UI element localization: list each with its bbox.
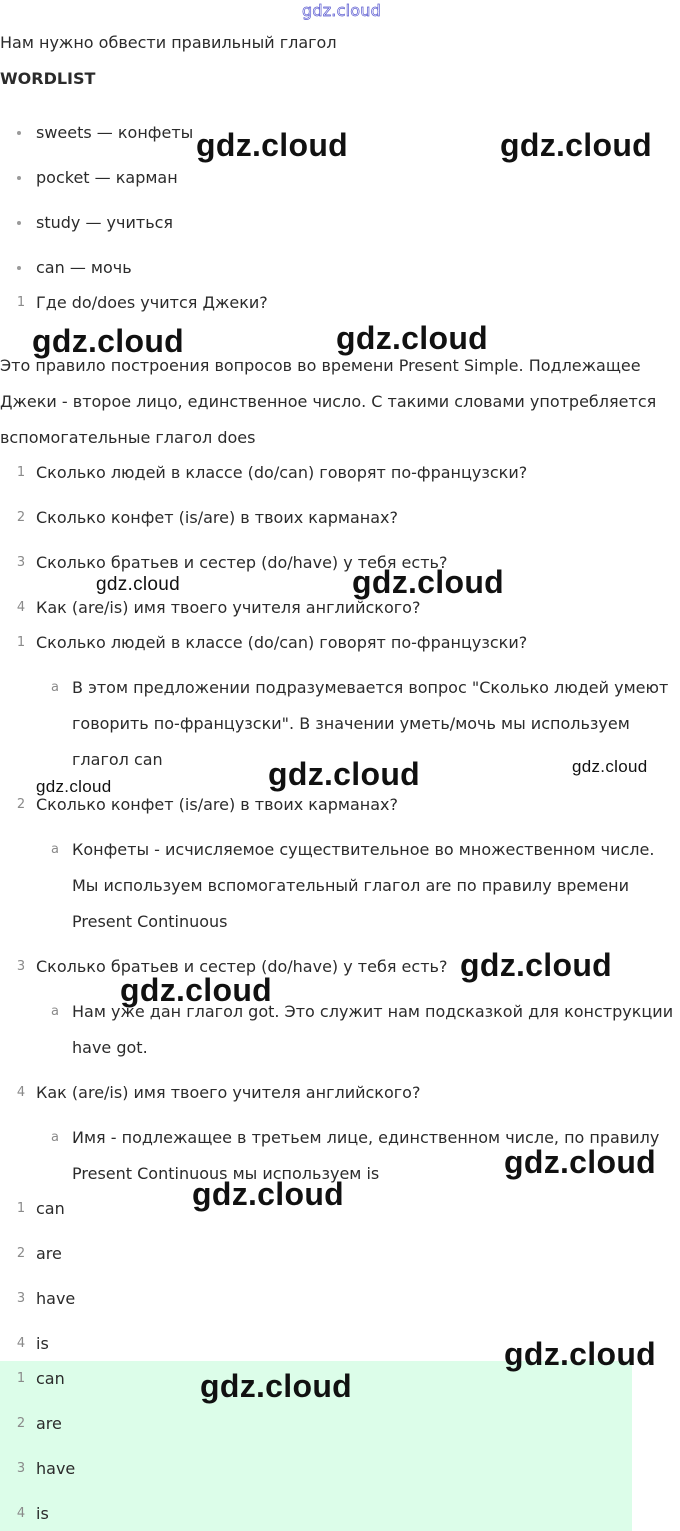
word-entry: pocket — карман [36,168,178,187]
question-text: Сколько братьев и сестер (do/have) у тебя есть? [36,957,448,976]
item-number: 3 [16,1461,26,1476]
watermark: gdz.cloud [200,1368,353,1404]
answer-text: have [36,1289,76,1308]
example-question: Где do/does учится Джеки? [36,293,268,312]
watermark: gdz.cloud [196,127,349,163]
item-number: 3 [16,959,26,974]
sub-letter: a [51,842,59,857]
explanation-line: В этом предложении подразумевается вопрос "Сколько людей умеют [72,678,669,697]
watermark: gdz.cloud [352,564,505,600]
bullet-marker [17,131,21,135]
intro-text: Нам нужно обвести правильный глагол [0,33,337,52]
item-number: 2 [16,1416,26,1431]
watermark: gdz.cloud [32,323,185,359]
question-text: Как (are/is) имя твоего учителя английского? [36,1083,421,1102]
answer-text: is [36,1504,49,1523]
item-number: 1 [16,635,26,650]
item-number: 4 [16,600,26,615]
watermark: gdz.cloud [500,127,653,163]
watermark: gdz.cloud [268,756,421,792]
wordlist-heading: WORDLIST [0,69,96,88]
explanation-line: Present Continuous мы используем is [72,1164,380,1183]
question-text: Сколько братьев и сестер (do/have) у тебя есть? [36,553,448,572]
example-explanation: Джеки - второе лицо, единственное число. С такими словами употребляется [0,392,657,411]
explanation-line: говорить по-французски". В значении уметь/мочь мы используем [72,714,630,733]
answer-text: are [36,1414,62,1433]
watermark: gdz.cloud [336,320,489,356]
item-number: 1 [16,465,26,480]
explanation-line: Мы используем вспомогательный глагол are по правилу времени [72,876,630,895]
item-number: 4 [16,1506,26,1521]
item-number: 2 [16,1246,26,1261]
explanation-line: have got. [72,1038,148,1057]
watermark: gdz.cloud [96,574,181,595]
item-number: 3 [16,555,26,570]
answer-text: have [36,1459,76,1478]
bullet-marker [17,176,21,180]
word-entry: study — учиться [36,213,174,232]
word-entry: can — мочь [36,258,132,277]
explanation-line: Конфеты - исчисляемое существительное во множественном числе. [72,840,655,859]
watermark: gdz.cloud [504,1336,657,1372]
example-explanation: вспомогательные глагол does [0,428,256,447]
explanation-line: глагол can [72,750,163,769]
watermark: gdz.cloud [460,947,613,983]
answer-text: are [36,1244,62,1263]
item-number: 2 [16,797,26,812]
item-number: 3 [16,1291,26,1306]
question-text: Сколько людей в классе (do/can) говорят по-французски? [36,463,528,482]
sub-letter: a [51,1130,59,1145]
answer-text: can [36,1199,65,1218]
answer-text: can [36,1369,65,1388]
watermark: gdz.cloud [120,972,273,1008]
watermark: gdz.cloud [504,1144,657,1180]
item-number: 1 [16,295,26,310]
item-number: 2 [16,510,26,525]
watermark: gdz.cloud [192,1176,345,1212]
word-entry: sweets — конфеты [36,123,194,142]
question-text: Сколько людей в классе (do/can) говорят по-французски? [36,633,528,652]
item-number: 4 [16,1085,26,1100]
item-number: 1 [16,1371,26,1386]
top-watermark: gdz.cloud [302,1,381,20]
question-text: Сколько конфет (is/are) в твоих карманах? [36,795,399,814]
sub-letter: a [51,680,59,695]
example-explanation: Это правило построения вопросов во времени Present Simple. Подлежащее [0,356,641,375]
explanation-line: Имя - подлежащее в третьем лице, единственном числе, по правилу [72,1128,660,1147]
question-text: Сколько конфет (is/are) в твоих карманах? [36,508,399,527]
answer-text: is [36,1334,49,1353]
explanation-line: Present Continuous [72,912,228,931]
watermark: gdz.cloud [572,757,648,776]
item-number: 4 [16,1336,26,1351]
bullet-marker [17,221,21,225]
watermark: gdz.cloud [36,777,112,796]
explanation-line: Нам уже дан глагол got. Это служит нам подсказкой для конструкции [72,1002,674,1021]
sub-letter: a [51,1004,59,1019]
item-number: 1 [16,1201,26,1216]
question-text: Как (are/is) имя твоего учителя английского? [36,598,421,617]
bullet-marker [17,266,21,270]
